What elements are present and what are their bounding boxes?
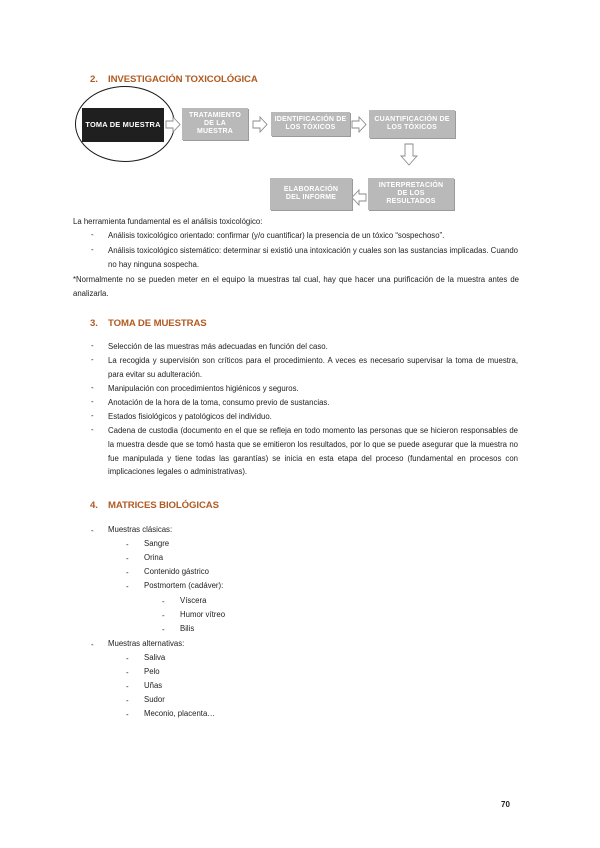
bullet-marker: - <box>91 341 94 350</box>
bullet-marker: - <box>126 568 129 577</box>
section-3-number: 3. <box>90 318 98 329</box>
list-item: Manipulación con procedimientos higiénicos y seguros. <box>108 384 299 393</box>
bullet-marker: - <box>91 230 94 239</box>
bullet-marker: - <box>91 411 94 420</box>
section-2-number: 2. <box>90 74 98 85</box>
bullet-marker: - <box>162 611 165 620</box>
arrow-down-icon <box>401 144 417 165</box>
section-4-title: MATRICES BIOLÓGICAS <box>108 500 219 511</box>
list-item: Sangre <box>144 539 170 548</box>
bullet-marker: - <box>126 540 129 549</box>
section-2-note: *Normalmente no se pueden meter en el equipo la muestras tal cual, hay que hacer una purificación de la muestra antes de analizarla. <box>73 275 519 298</box>
section-4-heading <box>90 500 219 511</box>
step-cuantificacion: CUANTIFICACIÓN DE LOS TÓXICOS <box>369 110 455 138</box>
list-item: La recogida y supervisión son críticos para el procedimiento. A veces es necesario supervisar la toma de muestra, para evitar su adulteración. <box>108 356 518 379</box>
bullet-marker: - <box>91 397 94 406</box>
bullet-marker: - <box>91 425 94 434</box>
bullet-marker: - <box>162 597 165 606</box>
arrow-right-icon <box>166 117 180 132</box>
bullet-marker: - <box>126 582 129 591</box>
bullet-marker: - <box>126 710 129 719</box>
list-item: Meconio, placenta… <box>144 709 216 718</box>
bullet-marker: - <box>126 654 129 663</box>
section-2-title: INVESTIGACIÓN TOXICOLÓGICA <box>108 74 258 85</box>
list-item: Saliva <box>144 653 166 662</box>
section-3-title: TOMA DE MUESTRAS <box>108 318 207 329</box>
list-item: Estados fisiológicos y patológicos del individuo. <box>108 412 272 421</box>
list-item: Análisis toxicológico orientado: confirmar (y/o cuantificar) la presencia de un tóxico “sospechoso”. <box>108 231 445 240</box>
list-item: Uñas <box>144 681 163 690</box>
list-item: Orina <box>144 553 164 562</box>
bullet-marker: - <box>91 526 94 535</box>
list-item: Víscera <box>180 596 207 605</box>
section-3-heading <box>90 318 207 329</box>
list-item: Bilis <box>180 624 195 633</box>
step-toma-de-muestra: TOMA DE MUESTRA <box>82 108 164 142</box>
list-item: Pelo <box>144 667 160 676</box>
list-item: Postmortem (cadáver): <box>144 581 224 590</box>
step-identificacion: IDENTIFICACIÓN DE LOS TÓXICOS <box>271 112 350 136</box>
list-item: Anotación de la hora de la toma, consumo previo de sustancias. <box>108 398 330 407</box>
toxicology-flow-diagram <box>0 0 600 220</box>
list-item: Muestras clásicas: <box>108 525 173 534</box>
arrow-right-icon <box>253 117 267 132</box>
list-item: Muestras alternativas: <box>108 639 185 648</box>
bullet-marker: - <box>126 682 129 691</box>
bullet-marker: - <box>91 383 94 392</box>
arrow-left-icon <box>352 190 366 205</box>
step-interpretacion: INTERPRETACIÓN DE LOS RESULTADOS <box>368 178 454 210</box>
bullet-marker: - <box>91 640 94 649</box>
section-2-intro: La herramienta fundamental es el análisis toxicológico: <box>73 217 263 226</box>
list-item: Cadena de custodia (documento en el que se refleja en todo momento las personas que se hicieron responsables de la muestra desde que se tomó hasta que se emitieron los resultados, por lo que se puede asegurar que la muestra no fue manipulada y tiene todas las garantías) se inicia en esta etapa del proceso (fundamental en procesos con implicaciones legales o administrativas). <box>108 426 518 477</box>
list-item: Análisis toxicológico sistemático: determinar si existió una intoxicación y cuales son las sustancias implicadas. Cuando no hay ninguna sospecha. <box>108 246 518 269</box>
bullet-marker: - <box>91 355 94 364</box>
arrow-right-icon <box>352 117 366 132</box>
bullet-marker: - <box>126 696 129 705</box>
list-item: Selección de las muestras más adecuadas en función del caso. <box>108 342 328 351</box>
section-4-number: 4. <box>90 500 98 511</box>
list-item: Sudor <box>144 695 165 704</box>
step-tratamiento: TRATAMIENTO DE LA MUESTRA <box>182 108 248 140</box>
bullet-marker: - <box>126 554 129 563</box>
step-elaboracion: ELABORACIÓN DEL INFORME <box>270 178 352 210</box>
list-item: Humor vítreo <box>180 610 226 619</box>
list-item: Contenido gástrico <box>144 567 210 576</box>
page-number: 70 <box>501 800 510 809</box>
bullet-marker: - <box>126 668 129 677</box>
bullet-marker: - <box>162 625 165 634</box>
bullet-marker: - <box>91 245 94 254</box>
